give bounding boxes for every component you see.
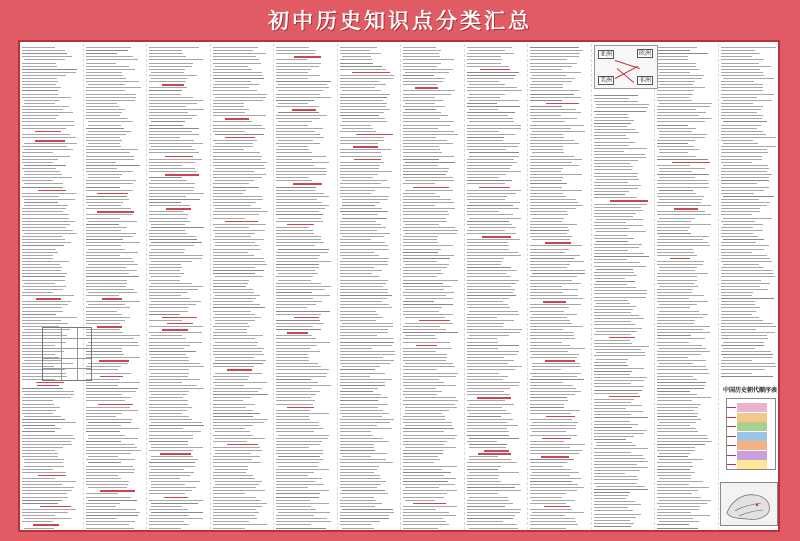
dynasty-marker [727, 464, 736, 465]
dynasty-chart [726, 398, 776, 470]
knowledge-sheet [18, 40, 780, 532]
dynasty-block [737, 432, 767, 441]
map-label-europe: 欧洲 [639, 50, 652, 57]
dynasty-block [737, 422, 767, 431]
dynasty-marker [727, 455, 736, 456]
text-column [274, 44, 338, 530]
text-column [20, 44, 84, 530]
world-map-diagram [594, 45, 658, 89]
dynasty-block [737, 460, 767, 469]
dynasty-marker [727, 426, 736, 427]
poster-title: 初中历史知识点分类汇总 [268, 9, 532, 33]
dynasty-marker [727, 417, 736, 418]
dynasty-block [737, 403, 767, 412]
text-column [147, 44, 211, 530]
text-column [592, 44, 656, 530]
dynasty-marker [727, 436, 736, 437]
dynasty-marker [727, 407, 736, 408]
text-column [655, 44, 719, 530]
text-column [211, 44, 275, 530]
text-column [528, 44, 592, 530]
dynasty-block [737, 441, 767, 450]
map-label-america: 美洲 [600, 77, 613, 84]
text-column [338, 44, 402, 530]
text-column [465, 44, 529, 530]
map-label-africa: 非洲 [639, 77, 652, 84]
text-column [84, 44, 148, 530]
china-map-icon [721, 483, 777, 525]
summary-table [42, 327, 92, 381]
text-column [401, 44, 465, 530]
dynasty-block [737, 413, 767, 422]
dynasty-marker [727, 445, 736, 446]
china-map-thumbnail [720, 482, 778, 526]
dynasty-chart-title: 中国历史朝代顺序表 [722, 387, 777, 394]
map-label-asia: 亚洲 [600, 51, 613, 58]
dynasty-block [737, 451, 767, 460]
